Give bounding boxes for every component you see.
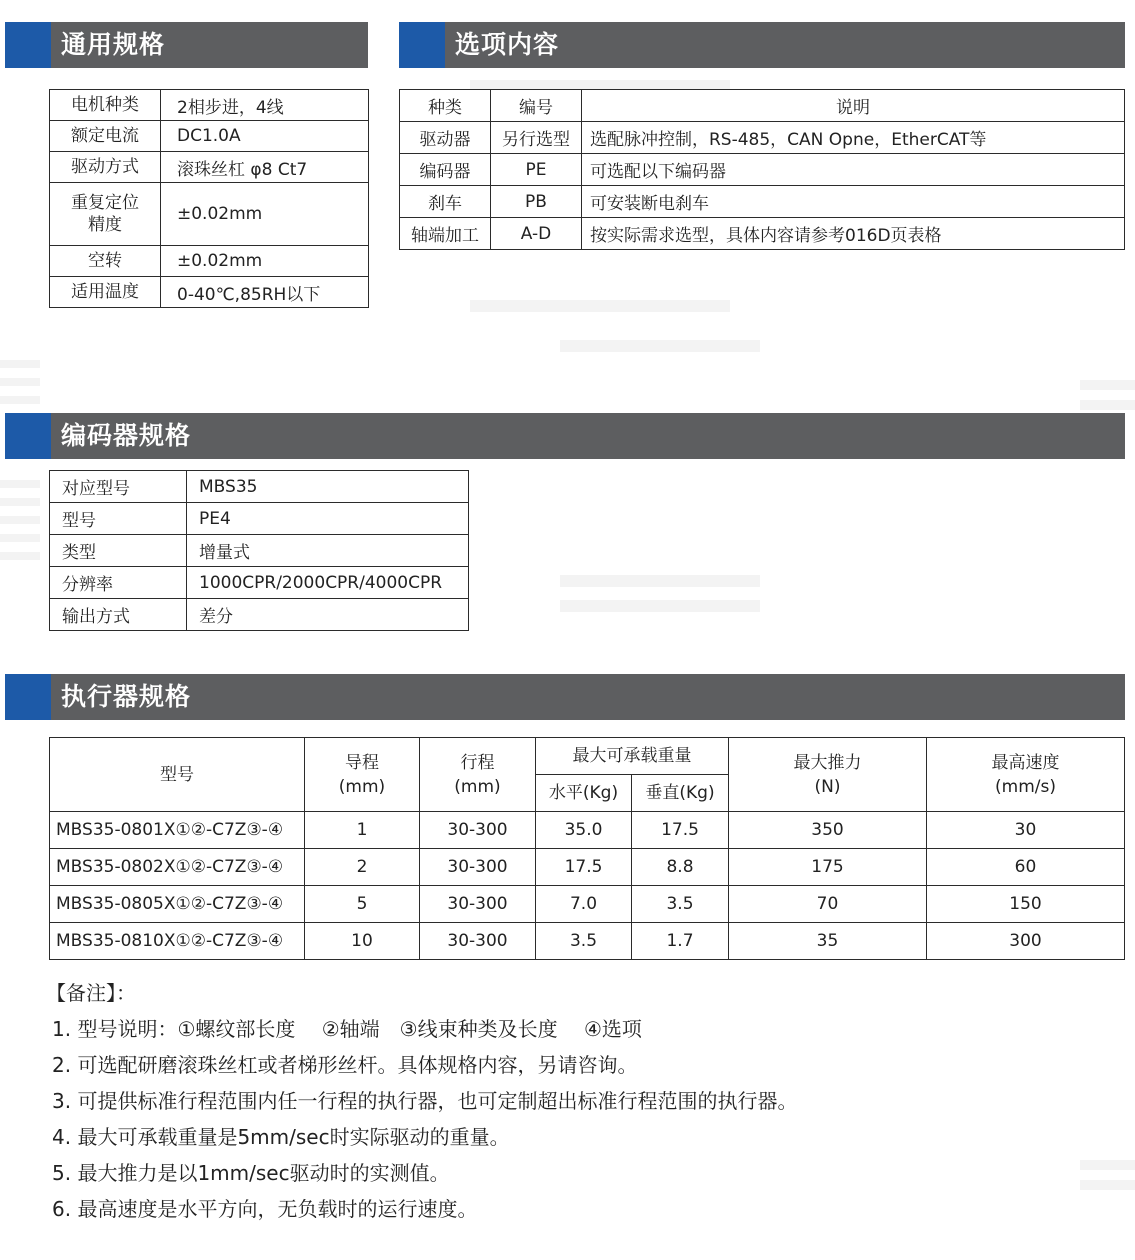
table-cell: 3.5 [536, 923, 632, 960]
table-row [50, 503, 469, 535]
table-cell: 10 [305, 923, 420, 960]
table-header-row [50, 738, 1125, 775]
spec-value: 1000CPR/2000CPR/4000CPR [187, 567, 469, 599]
section-header-encoder [5, 413, 1125, 459]
spec-value: 2相步进，4线 [161, 90, 369, 121]
spec-key: 分辨率 [50, 567, 187, 599]
table-row [50, 121, 369, 152]
table-row [50, 246, 369, 277]
spec-value: 差分 [187, 599, 469, 631]
table-row [50, 90, 369, 121]
header-unit: (mm) [454, 776, 501, 797]
section-header-general [5, 22, 368, 68]
column-header: 编号 [491, 90, 582, 122]
table-cell: 另行选型 [491, 122, 582, 154]
spec-key: 类型 [50, 535, 187, 567]
model-cell: MBS35-0801X①②-C7Z③-④ [50, 812, 305, 849]
section-title-actuator: 执行器规格 [61, 682, 192, 711]
section-header-options [399, 22, 1125, 68]
table-cell: 7.0 [536, 886, 632, 923]
table-cell: 35 [729, 923, 927, 960]
options-table [399, 89, 1125, 250]
table-cell: A-D [491, 218, 582, 250]
header-label: 最大推力 [793, 752, 862, 773]
header-label: 行程 [460, 752, 495, 773]
table-cell: 30-300 [420, 923, 536, 960]
table-cell: PB [491, 186, 582, 218]
table-cell: 60 [927, 849, 1125, 886]
spec-key-line2: 精度 [88, 215, 122, 235]
header-accent [5, 413, 51, 459]
spec-key: 电机种类 [50, 90, 161, 121]
spec-key: 输出方式 [50, 599, 187, 631]
table-cell: 350 [729, 812, 927, 849]
encoder-spec-table [49, 470, 469, 631]
header-unit: (N) [814, 776, 841, 797]
column-header: 说明 [582, 90, 1125, 122]
table-cell: 5 [305, 886, 420, 923]
section-title-options: 选项内容 [455, 30, 560, 59]
table-header-row [400, 90, 1125, 122]
note-item: 6. 最高速度是水平方向，无负载时的运行速度。 [52, 1197, 478, 1221]
note-item: 5. 最大推力是以1mm/sec驱动时的实测值。 [52, 1161, 450, 1185]
table-row [50, 183, 369, 246]
header-unit: (mm/s) [995, 776, 1056, 797]
column-header: 种类 [400, 90, 491, 122]
table-cell: 150 [927, 886, 1125, 923]
table-cell: 选配脉冲控制，RS-485，CAN Opne，EtherCAT等 [582, 122, 1125, 154]
column-header-thrust [729, 738, 927, 812]
table-row [400, 186, 1125, 218]
spec-key [50, 183, 161, 246]
note-item: 2. 可选配研磨滚珠丝杠或者梯形丝杆。具体规格内容，另请咨询。 [52, 1053, 638, 1077]
table-row [50, 923, 1125, 960]
table-row [50, 812, 1125, 849]
table-cell: 17.5 [632, 812, 729, 849]
table-row [50, 567, 469, 599]
spec-key: 驱动方式 [50, 152, 161, 183]
header-unit: (mm) [338, 776, 386, 797]
table-cell: 1.7 [632, 923, 729, 960]
table-cell: 3.5 [632, 886, 729, 923]
table-cell: 编码器 [400, 154, 491, 186]
spec-key: 对应型号 [50, 471, 187, 503]
table-row [50, 471, 469, 503]
section-title-general: 通用规格 [61, 30, 166, 59]
actuator-spec-table [49, 737, 1125, 960]
table-cell: 按实际需求选型，具体内容请参考016D页表格 [582, 218, 1125, 250]
spec-value: MBS35 [187, 471, 469, 503]
table-row [50, 599, 469, 631]
spec-value: DC1.0A [161, 121, 369, 152]
column-header-horizontal: 水平(Kg) [536, 775, 632, 812]
spec-key: 型号 [50, 503, 187, 535]
table-cell: 17.5 [536, 849, 632, 886]
model-cell: MBS35-0802X①②-C7Z③-④ [50, 849, 305, 886]
table-cell: 30-300 [420, 849, 536, 886]
spec-value: 滚珠丝杠 φ8 Ct7 [161, 152, 369, 183]
spec-key: 适用温度 [50, 277, 161, 308]
header-accent [399, 22, 445, 68]
table-row [50, 535, 469, 567]
table-cell: 驱动器 [400, 122, 491, 154]
table-row [50, 277, 369, 308]
column-header-model: 型号 [50, 738, 305, 812]
model-cell: MBS35-0810X①②-C7Z③-④ [50, 923, 305, 960]
spec-value: PE4 [187, 503, 469, 535]
spec-value: 0-40℃,85RH以下 [161, 277, 369, 308]
note-item: 3. 可提供标准行程范围内任一行程的执行器，也可定制超出标准行程范围的执行器。 [52, 1089, 798, 1113]
header-label: 最高速度 [991, 752, 1060, 773]
table-row [400, 218, 1125, 250]
spec-value: ±0.02mm [161, 246, 369, 277]
column-header-stroke [420, 738, 536, 812]
header-accent [5, 22, 51, 68]
table-row [50, 886, 1125, 923]
table-row [50, 849, 1125, 886]
table-cell: 8.8 [632, 849, 729, 886]
column-header-vertical: 垂直(Kg) [632, 775, 729, 812]
table-row [50, 152, 369, 183]
table-cell: 70 [729, 886, 927, 923]
table-cell: 175 [729, 849, 927, 886]
table-cell: 可选配以下编码器 [582, 154, 1125, 186]
general-spec-table [49, 89, 369, 308]
column-header-payload: 最大可承载重量 [536, 738, 729, 775]
table-cell: 300 [927, 923, 1125, 960]
section-title-encoder: 编码器规格 [61, 421, 192, 450]
table-cell: 可安装断电刹车 [582, 186, 1125, 218]
table-cell: PE [491, 154, 582, 186]
header-label: 导程 [345, 752, 379, 773]
table-row [400, 154, 1125, 186]
column-header-speed [927, 738, 1125, 812]
spec-key-line1: 重复定位 [71, 193, 139, 213]
table-cell: 35.0 [536, 812, 632, 849]
table-cell: 30 [927, 812, 1125, 849]
section-header-actuator [5, 674, 1125, 720]
table-cell: 30-300 [420, 812, 536, 849]
spec-key: 额定电流 [50, 121, 161, 152]
spec-value: ±0.02mm [161, 183, 369, 246]
note-item: 1. 型号说明：①螺纹部长度 ②轴端 ③线束种类及长度 ④选项 [52, 1017, 642, 1041]
notes-section [46, 975, 797, 1227]
table-cell: 刹车 [400, 186, 491, 218]
table-cell: 2 [305, 849, 420, 886]
column-header-lead [305, 738, 420, 812]
notes-title: 【备注】： [46, 981, 136, 1005]
table-cell: 轴端加工 [400, 218, 491, 250]
table-cell: 30-300 [420, 886, 536, 923]
note-item: 4. 最大可承载重量是5mm/sec时实际驱动的重量。 [52, 1125, 510, 1149]
table-cell: 1 [305, 812, 420, 849]
table-row [400, 122, 1125, 154]
spec-key: 空转 [50, 246, 161, 277]
header-accent [5, 674, 51, 720]
spec-value: 增量式 [187, 535, 469, 567]
model-cell: MBS35-0805X①②-C7Z③-④ [50, 886, 305, 923]
